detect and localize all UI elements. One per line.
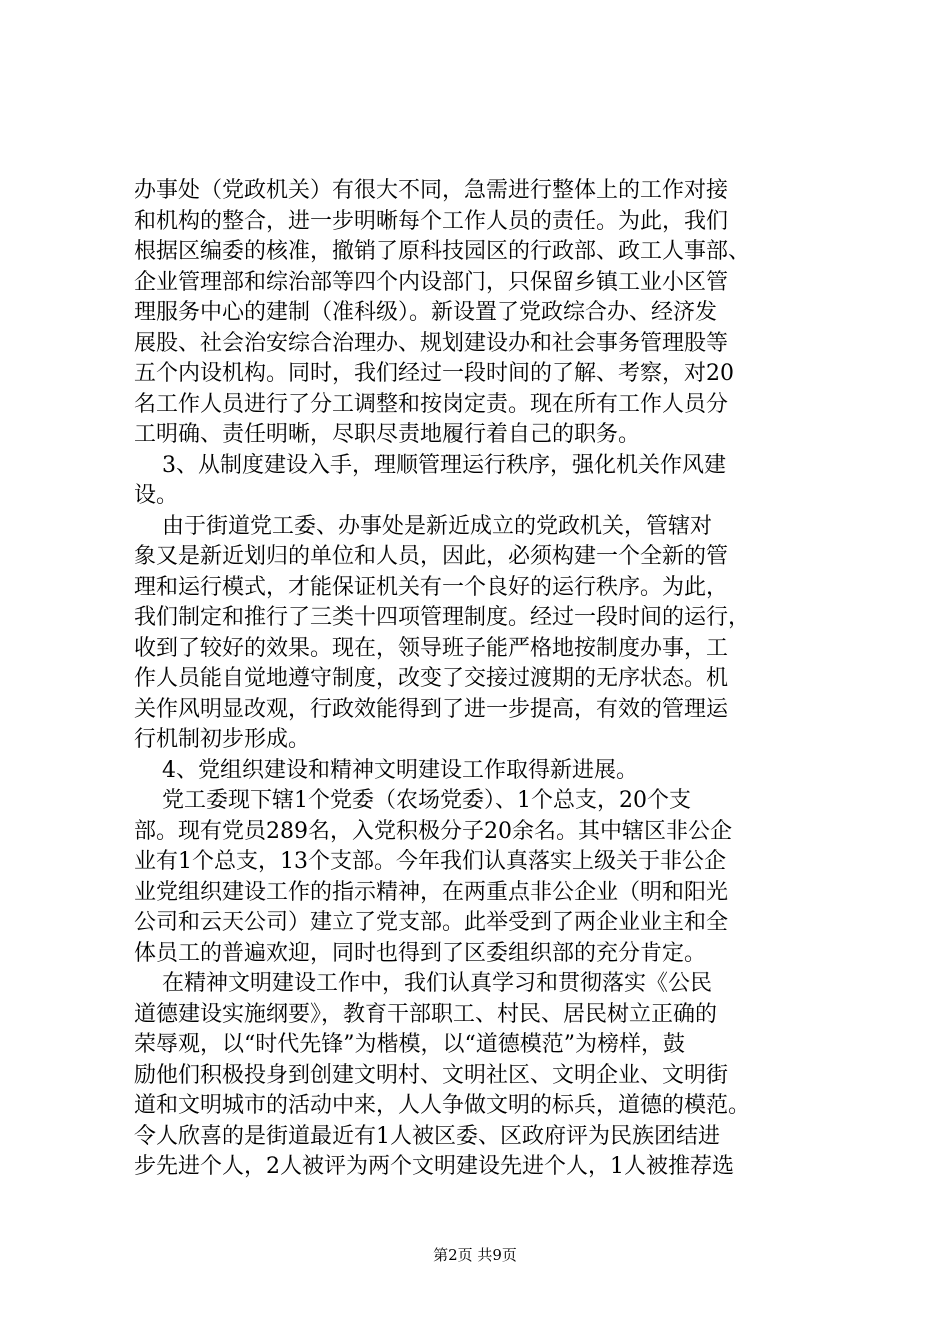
text-line: 励他们积极投身到创建文明村、文明社区、文明企业、文明街 — [134, 1062, 729, 1088]
text-line: 我们制定和推行了三类十四项管理制度。经过一段时间的运行， — [134, 605, 751, 630]
text-line: 象又是新近划归的单位和人员，因此，必须构建一个全新的管 — [134, 544, 729, 569]
text-line: 理和运行模式，才能保证机关有一个良好的运行秩序。为此， — [134, 574, 729, 600]
text-line: 收到了较好的效果。现在，领导班子能严格地按制度办事，工 — [134, 635, 729, 661]
text-line: 在精神文明建设工作中，我们认真学习和贯彻落实《公民 — [134, 971, 712, 996]
text-line: 道和文明城市的活动中来，人人争做文明的标兵，道德的模范。 — [134, 1093, 751, 1118]
text-line: 五个内设机构。同时，我们经过一段时间的了解、考察，对20 — [134, 361, 734, 386]
page-indicator: 第2页 共9页 — [433, 1246, 517, 1264]
text-line: 行机制初步形成。 — [134, 727, 311, 752]
page-footer — [0, 1245, 950, 1265]
text-line: 关作风明显改观，行政效能得到了进一步提高，有效的管理运 — [134, 696, 729, 722]
text-line: 公司和云天公司）建立了党支部。此举受到了两企业业主和全 — [134, 910, 729, 935]
text-line: 令人欣喜的是街道最近有1人被区委、区政府评为民族团结进 — [134, 1123, 720, 1149]
section-heading-4: 4、党组织建设和精神文明建设工作取得新进展。 — [134, 757, 638, 783]
section-heading-3: 3、从制度建设入手，理顺管理运行秩序，强化机关作风建 — [134, 452, 726, 478]
text-line: 和机构的整合，进一步明晰每个工作人员的责任。为此，我们 — [134, 208, 729, 234]
text-line: 荣辱观，以“时代先锋”为楷模，以“道德模范”为榜样，鼓 — [134, 1032, 685, 1057]
text-line: 体员工的普遍欢迎，同时也得到了区委组织部的充分肯定。 — [134, 940, 707, 966]
text-line: 道德建设实施纲要》，教育干部职工、村民、居民树立正确的 — [134, 1001, 718, 1027]
document-body — [134, 176, 830, 1183]
text-line: 名工作人员进行了分工调整和按岗定责。现在所有工作人员分 — [134, 391, 729, 417]
text-line: 部。现有党员289名，入党积极分子20余名。其中辖区非公企 — [134, 818, 732, 844]
text-line: 由于街道党工委、办事处是新近成立的党政机关，管辖对 — [134, 513, 712, 539]
text-line: 步先进个人，2人被评为两个文明建设先进个人，1人被推荐选 — [134, 1154, 734, 1179]
section-heading-3-cont: 设。 — [134, 483, 179, 508]
text-line: 理服务中心的建制（准科级）。新设置了党政综合办、经济发 — [134, 300, 718, 325]
text-line: 工明确、责任明晰，尽职尽责地履行着自己的职务。 — [134, 422, 641, 447]
text-line: 根据区编委的核准，撤销了原科技园区的行政部、政工人事部、 — [134, 239, 751, 264]
text-line: 企业管理部和综治部等四个内设部门，只保留乡镇工业小区管 — [134, 269, 729, 295]
text-line: 作人员能自觉地遵守制度，改变了交接过渡期的无序状态。机 — [134, 666, 729, 691]
text-line: 业党组织建设工作的指示精神，在两重点非公企业（明和阳光 — [134, 879, 729, 905]
text-line: 党工委现下辖1个党委（农场党委）、1个总支，20个支 — [134, 788, 691, 813]
text-line: 办事处（党政机关）有很大不同，急需进行整体上的工作对接 — [134, 178, 729, 203]
text-line: 业有1个总支，13个支部。今年我们认真落实上级关于非公企 — [134, 849, 726, 874]
text-line: 展股、社会治安综合治理办、规划建设办和社会事务管理股等 — [134, 330, 729, 356]
